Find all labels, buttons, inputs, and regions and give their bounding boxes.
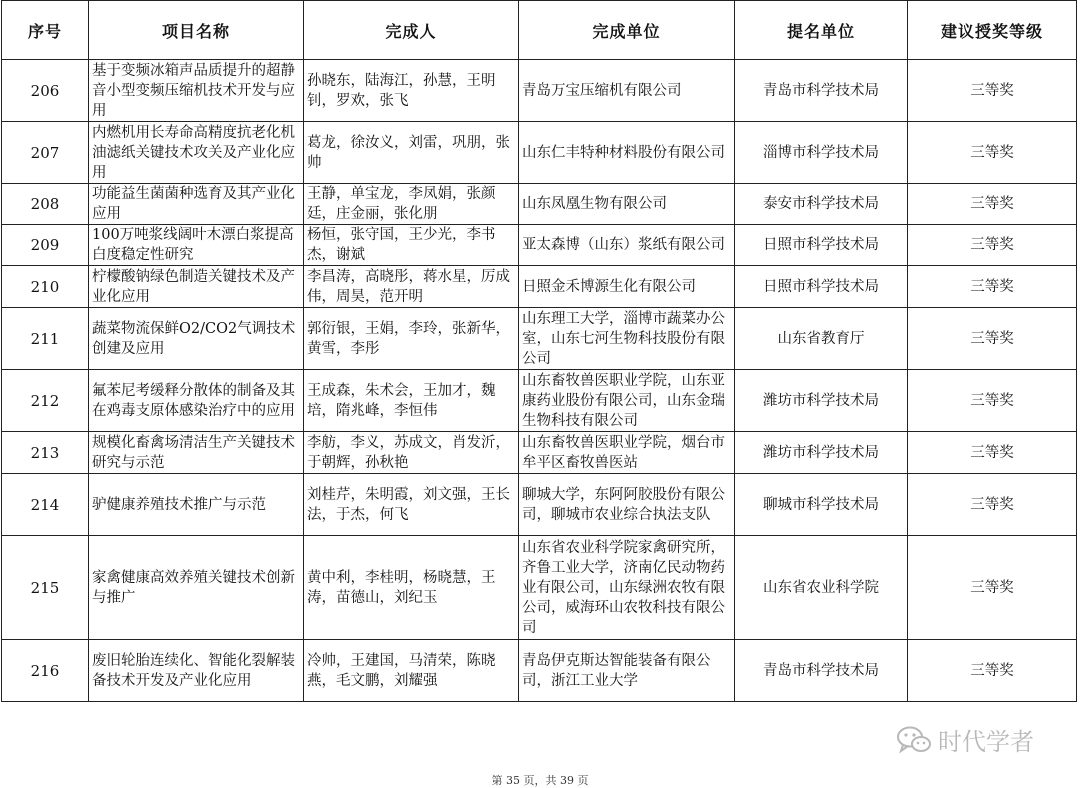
cell-serial-number: 212 [2, 370, 89, 432]
cell-completing-unit: 山东畜牧兽医职业学院，山东亚康药业股份有限公司，山东金瑞生物科技有限公司 [519, 370, 735, 432]
cell-serial-number: 207 [2, 122, 89, 184]
cell-completed-by: 黄中利，李桂明，杨晓慧，王涛，苗德山，刘纪玉 [304, 536, 519, 640]
header-serial-number: 序号 [2, 1, 89, 60]
cell-completing-unit: 亚太森博（山东）浆纸有限公司 [519, 225, 735, 266]
cell-award-level: 三等奖 [908, 640, 1077, 702]
table-header-row [2, 1, 1077, 60]
cell-nominating-unit: 青岛市科学技术局 [735, 60, 908, 122]
cell-completed-by: 郭衍银，王娟，李玲，张新华，黄雪，李彤 [304, 308, 519, 370]
cell-completed-by: 葛龙，徐汝义，刘雷，巩朋，张帅 [304, 122, 519, 184]
cell-award-level: 三等奖 [908, 308, 1077, 370]
cell-award-level: 三等奖 [908, 474, 1077, 536]
cell-award-level: 三等奖 [908, 266, 1077, 308]
cell-completing-unit: 聊城大学，东阿阿胶股份有限公司，聊城市农业综合执法支队 [519, 474, 735, 536]
cell-completing-unit: 山东理工大学，淄博市蔬菜办公室，山东七河生物科技股份有限公司 [519, 308, 735, 370]
cell-project-name: 规模化畜禽场清洁生产关键技术研究与示范 [89, 432, 304, 474]
cell-project-name: 柠檬酸钠绿色制造关键技术及产业化应用 [89, 266, 304, 308]
cell-project-name: 废旧轮胎连续化、智能化裂解装备技术开发及产业化应用 [89, 640, 304, 702]
header-completed-by: 完成人 [304, 1, 519, 60]
cell-award-level: 三等奖 [908, 122, 1077, 184]
cell-project-name: 氟苯尼考缓释分散体的制备及其在鸡毒支原体感染治疗中的应用 [89, 370, 304, 432]
watermark [896, 722, 1034, 757]
table-row [2, 474, 1077, 536]
cell-award-level: 三等奖 [908, 536, 1077, 640]
cell-completed-by: 冷帅，王建国，马清荣，陈晓燕，毛文鹏，刘耀强 [304, 640, 519, 702]
cell-nominating-unit: 淄博市科学技术局 [735, 122, 908, 184]
header-project-name: 项目名称 [89, 1, 304, 60]
cell-completed-by: 李昌涛，高晓彤，蒋水星，厉成伟，周昊，范开明 [304, 266, 519, 308]
cell-award-level: 三等奖 [908, 60, 1077, 122]
table-row [2, 308, 1077, 370]
table-row [2, 370, 1077, 432]
cell-award-level: 三等奖 [908, 225, 1077, 266]
cell-project-name: 功能益生菌菌种选育及其产业化应用 [89, 184, 304, 225]
cell-project-name: 100万吨浆线阔叶木漂白浆提高白度稳定性研究 [89, 225, 304, 266]
cell-completing-unit: 日照金禾博源生化有限公司 [519, 266, 735, 308]
cell-project-name: 基于变频冰箱声品质提升的超静音小型变频压缩机技术开发与应用 [89, 60, 304, 122]
table-row [2, 640, 1077, 702]
header-completing-unit: 完成单位 [519, 1, 735, 60]
cell-nominating-unit: 山东省农业科学院 [735, 536, 908, 640]
cell-completed-by: 李舫，李义，苏成文，肖发沂，于朝辉，孙秋艳 [304, 432, 519, 474]
watermark-text: 时代学者 [938, 728, 1034, 756]
award-table [1, 0, 1077, 702]
cell-project-name: 内燃机用长寿命高精度抗老化机油滤纸关键技术攻关及产业化应用 [89, 122, 304, 184]
wechat-icon [896, 725, 932, 755]
cell-nominating-unit: 日照市科学技术局 [735, 225, 908, 266]
cell-serial-number: 214 [2, 474, 89, 536]
cell-completing-unit: 青岛万宝压缩机有限公司 [519, 60, 735, 122]
cell-completing-unit: 山东仁丰特种材料股份有限公司 [519, 122, 735, 184]
cell-nominating-unit: 泰安市科学技术局 [735, 184, 908, 225]
cell-completed-by: 杨恒，张守国，王少光，李书杰，谢斌 [304, 225, 519, 266]
cell-award-level: 三等奖 [908, 184, 1077, 225]
table-row [2, 536, 1077, 640]
cell-serial-number: 211 [2, 308, 89, 370]
cell-nominating-unit: 山东省教育厅 [735, 308, 908, 370]
page-footer: 第 35 页，共 39 页 [491, 774, 589, 787]
cell-nominating-unit: 潍坊市科学技术局 [735, 370, 908, 432]
cell-completed-by: 刘桂芹，朱明霞，刘文强，王长法，于杰，何飞 [304, 474, 519, 536]
header-nominating-unit: 提名单位 [735, 1, 908, 60]
table-row [2, 225, 1077, 266]
cell-project-name: 驴健康养殖技术推广与示范 [89, 474, 304, 536]
table-row [2, 60, 1077, 122]
cell-completed-by: 王静，单宝龙，李凤娟，张颜廷，庄金丽，张化朋 [304, 184, 519, 225]
cell-nominating-unit: 潍坊市科学技术局 [735, 432, 908, 474]
cell-completed-by: 孙晓东，陆海江，孙慧，王明钊，罗欢，张飞 [304, 60, 519, 122]
cell-serial-number: 206 [2, 60, 89, 122]
cell-completing-unit: 山东凤凰生物有限公司 [519, 184, 735, 225]
cell-serial-number: 210 [2, 266, 89, 308]
cell-nominating-unit: 青岛市科学技术局 [735, 640, 908, 702]
cell-nominating-unit: 日照市科学技术局 [735, 266, 908, 308]
cell-project-name: 蔬菜物流保鲜O2/CO2气调技术创建及应用 [89, 308, 304, 370]
cell-completing-unit: 山东省农业科学院家禽研究所，齐鲁工业大学，济南亿民动物药业有限公司，山东绿洲农牧有限公司，威海环山农牧科技有限公司 [519, 536, 735, 640]
table-row [2, 184, 1077, 225]
table-row [2, 266, 1077, 308]
cell-serial-number: 216 [2, 640, 89, 702]
cell-completing-unit: 青岛伊克斯达智能装备有限公司，浙江工业大学 [519, 640, 735, 702]
cell-completed-by: 王成森，朱术会，王加才，魏培，隋兆峰，李恒伟 [304, 370, 519, 432]
cell-serial-number: 213 [2, 432, 89, 474]
cell-serial-number: 208 [2, 184, 89, 225]
table-row [2, 122, 1077, 184]
cell-award-level: 三等奖 [908, 370, 1077, 432]
table-row [2, 432, 1077, 474]
cell-award-level: 三等奖 [908, 432, 1077, 474]
cell-serial-number: 215 [2, 536, 89, 640]
cell-completing-unit: 山东畜牧兽医职业学院，烟台市牟平区畜牧兽医站 [519, 432, 735, 474]
cell-project-name: 家禽健康高效养殖关键技术创新与推广 [89, 536, 304, 640]
header-award-level: 建议授奖等级 [908, 1, 1077, 60]
cell-serial-number: 209 [2, 225, 89, 266]
cell-nominating-unit: 聊城市科学技术局 [735, 474, 908, 536]
